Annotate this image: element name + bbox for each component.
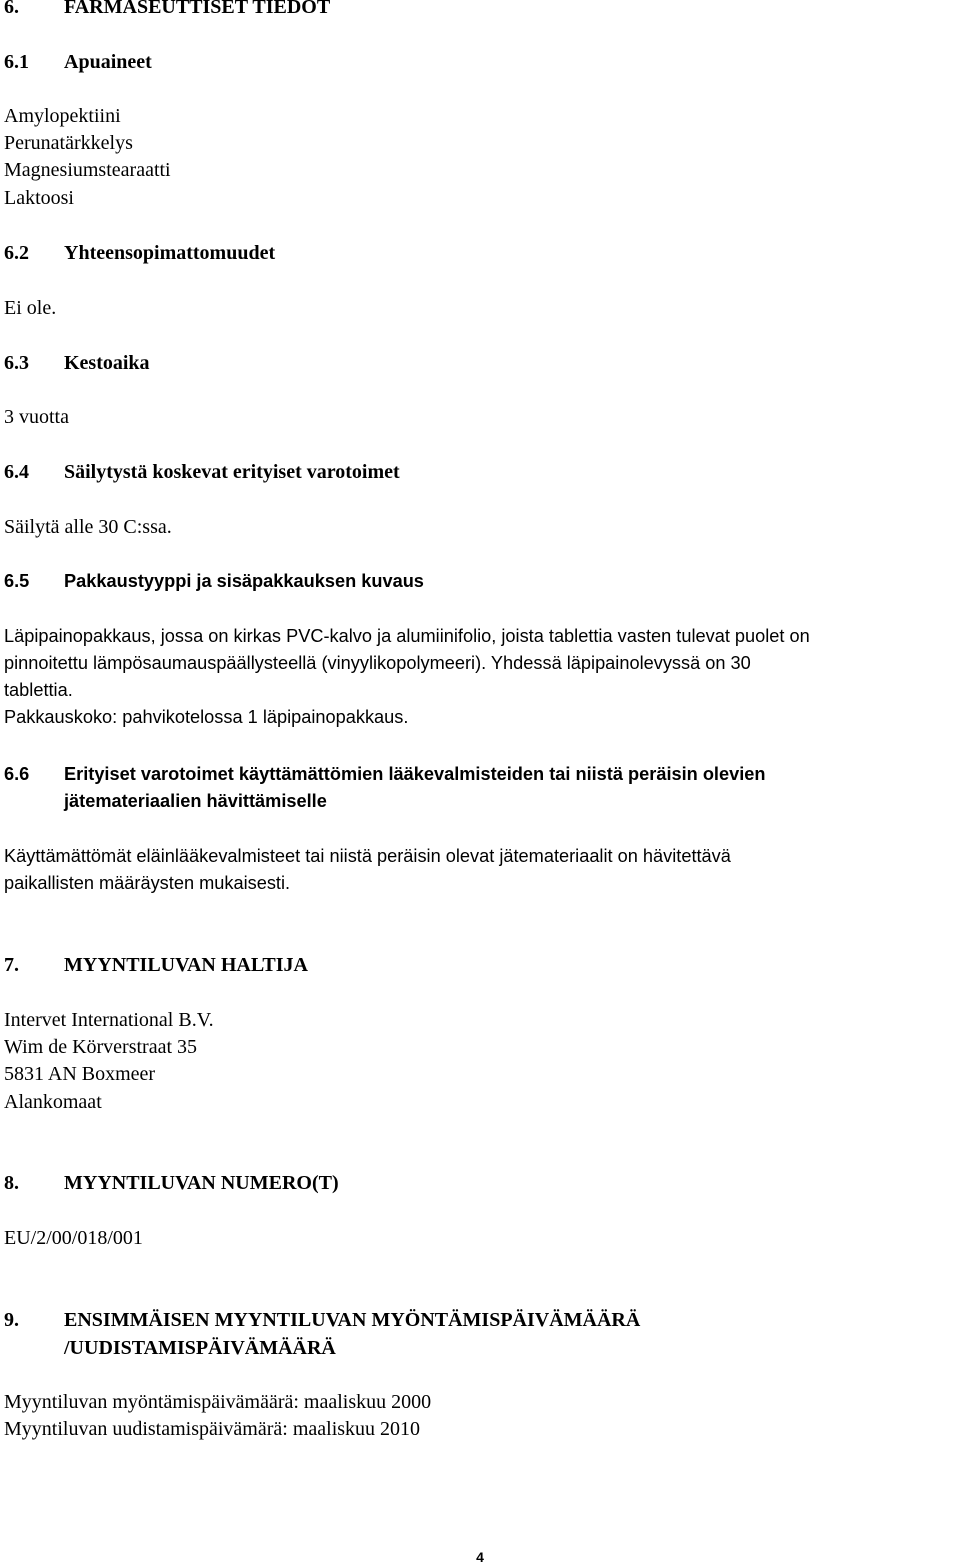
section-number: 6.5: [4, 571, 30, 591]
section-6-5-heading: [4, 568, 424, 595]
packaging-text-line: tablettia.: [4, 680, 73, 700]
section-6-2-heading: [4, 240, 275, 267]
section-title-continuation: /UUDISTAMISPÄIVÄMÄÄRÄ: [64, 1337, 336, 1359]
packaging-text-line: pinnoitettu lämpösaumauspäällysteellä (vinyylikopolymeeri). Yhdessä läpipainolevyssä on 30: [4, 653, 751, 673]
section-title: Kestoaika: [64, 352, 150, 374]
excipient-item: Laktoosi: [4, 187, 74, 209]
disposal-text-line: paikallisten määräysten mukaisesti.: [4, 873, 291, 893]
section-title: Apuaineet: [64, 51, 152, 73]
section-number: 6.: [4, 0, 19, 18]
section-number: 6.6: [4, 764, 30, 784]
section-title: FARMASEUTTISET TIEDOT: [64, 0, 331, 18]
section-6-heading: [4, 0, 330, 21]
section-number: 8.: [4, 1172, 19, 1194]
excipient-item: Magnesiumstearaatti: [4, 159, 171, 181]
section-number: 7.: [4, 954, 19, 976]
packaging-text-line: Läpipainopakkaus, jossa on kirkas PVC-kalvo ja alumiinifolio, joista tablettia vasten tulevat puolet on: [4, 626, 810, 646]
section-title: Yhteensopimattomuudet: [64, 242, 276, 264]
holder-address-line: 5831 AN Boxmeer: [4, 1063, 156, 1085]
section-number: 6.2: [4, 242, 29, 264]
section-6-6-heading: [4, 761, 766, 788]
authorisation-number: EU/2/00/018/001: [4, 1227, 143, 1249]
section-6-3-heading: [4, 350, 150, 377]
section-title-continuation: jätemateriaalien hävittämiselle: [64, 791, 327, 811]
pack-size-text: Pakkauskoko: pahvikotelossa 1 läpipainopakkaus.: [4, 707, 409, 727]
section-title: Erityiset varotoimet käyttämättömien lääkevalmisteiden tai niistä peräisin olevien: [64, 764, 766, 784]
section-6-1-heading: [4, 49, 152, 76]
excipient-item: Amylopektiini: [4, 105, 121, 127]
section-8-heading: [4, 1170, 339, 1197]
section-7-heading: [4, 952, 308, 979]
holder-address-line: Alankomaat: [4, 1091, 102, 1113]
disposal-text-line: Käyttämättömät eläinlääkevalmisteet tai niistä peräisin olevat jätemateriaalit on hävitettävä: [4, 846, 731, 866]
excipient-item: Perunatärkkelys: [4, 132, 133, 154]
section-number: 6.1: [4, 51, 29, 73]
section-9-heading: [4, 1307, 640, 1334]
section-title: Säilytystä koskevat erityiset varotoimet: [64, 461, 400, 483]
renewal-date-line: Myyntiluvan uudistamispäivämärä: maaliskuu 2010: [4, 1418, 421, 1440]
section-number: 6.3: [4, 352, 29, 374]
incompatibilities-text: Ei ole.: [4, 297, 57, 319]
section-title: ENSIMMÄISEN MYYNTILUVAN MYÖNTÄMISPÄIVÄMÄÄRÄ: [64, 1309, 641, 1331]
section-title: MYYNTILUVAN HALTIJA: [64, 954, 308, 976]
section-number: 6.4: [4, 461, 29, 483]
section-6-4-heading: [4, 459, 400, 486]
section-title: Pakkaustyyppi ja sisäpakkauksen kuvaus: [64, 571, 424, 591]
page-number: 4: [476, 1549, 484, 1565]
holder-address-line: Intervet International B.V.: [4, 1009, 214, 1031]
storage-text: Säilytä alle 30 C:ssa.: [4, 516, 172, 538]
holder-address-line: Wim de Körverstraat 35: [4, 1036, 198, 1058]
authorisation-date-line: Myyntiluvan myöntämispäivämäärä: maaliskuu 2000: [4, 1391, 432, 1413]
section-title: MYYNTILUVAN NUMERO(T): [64, 1172, 339, 1194]
section-number: 9.: [4, 1309, 19, 1331]
shelf-life-text: 3 vuotta: [4, 406, 69, 428]
